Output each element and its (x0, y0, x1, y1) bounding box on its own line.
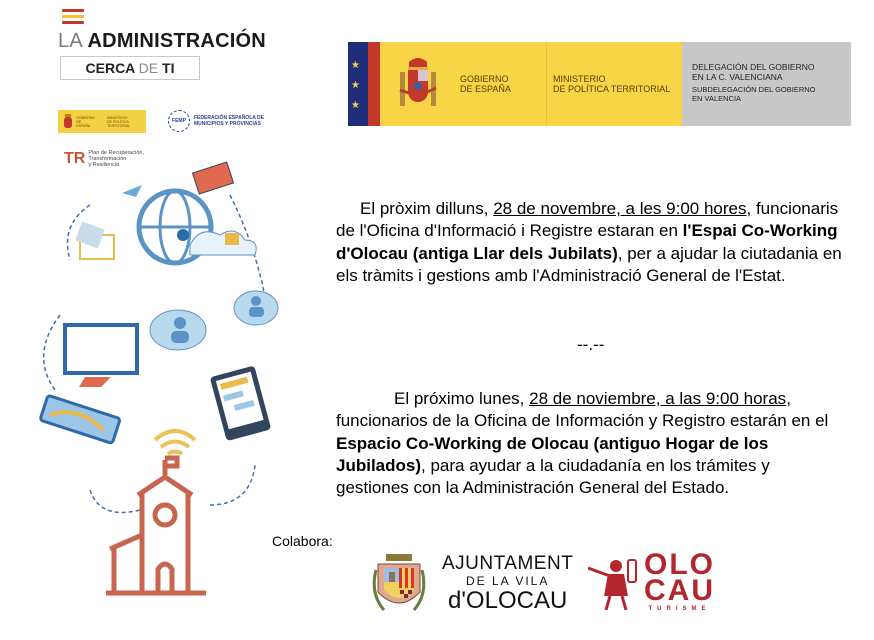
announcement-text: funcionaris de l'Oficina d'Informació i Registre estaran en (336, 199, 839, 241)
stars-icon: ★ ★ ★ (351, 60, 360, 111)
logo-text: GOBIERNO (76, 115, 96, 120)
monitor-icon (65, 325, 137, 387)
logo-text: FEDERACIÓN ESPAÑOLA DE (194, 115, 265, 121)
femp-logo (168, 110, 264, 132)
cloud-icon (190, 231, 256, 255)
announcement-text: El pròxim dilluns, (360, 199, 494, 218)
plan-mark: TR (64, 150, 86, 167)
banner-text: MINISTERIO (553, 74, 606, 84)
logo-text: Transformación (88, 156, 127, 162)
announcement-place: Espacio Co-Working de Olocau (antiguo Hogar de los Jubilados) (336, 433, 769, 475)
digital-admin-illustration (30, 155, 290, 600)
logo-text: DE POLÍTICA TERRITORIAL (107, 119, 131, 128)
announcement-text: El próximo lunes, (394, 389, 530, 408)
tablet-chat-icon (210, 365, 272, 441)
logo-text: Plan de Recuperación, (88, 150, 144, 156)
announcement-spanish (336, 388, 846, 499)
logo-text: d'OLOCAU (448, 587, 568, 614)
wifi-icon (155, 431, 195, 454)
subtitle-part: TI (162, 60, 175, 76)
separator: --.-- (577, 335, 605, 354)
logo-text: DE LA VILA (465, 574, 550, 588)
femp-badge: FEMP (168, 110, 190, 132)
announcement-text: , para ayudar a la ciudadanía en los trámites y gestiones con la Administración General del Estado. (336, 455, 770, 498)
government-banner (348, 42, 851, 126)
banner-text: DE POLÍTICA TERRITORIAL (553, 84, 671, 94)
paper-plane-icon (122, 185, 142, 197)
coat-of-arms-icon (62, 114, 72, 130)
user-cloud-icon (150, 291, 278, 350)
title-bold: ADMINISTRACIÓN (87, 30, 266, 52)
announcement-catalan (336, 198, 846, 287)
announcement-place: l'Espai Co-Working d'Olocau (antiga Llar dels Jubilats) (336, 221, 838, 263)
gobierno-block (380, 42, 682, 126)
lock-icon (225, 233, 239, 245)
logo-text: DE ESPAÑA (76, 119, 91, 128)
announcement-text: , per a ajudar la ciutadania en els tràmits i gestions amb l'Administració General de l'Estat. (336, 243, 842, 285)
delegacion-block (682, 42, 851, 126)
banner-text: EN VALENCIA (692, 94, 742, 103)
announcement-date: 28 de noviembre, a las 9:00 horas (529, 389, 787, 408)
subtitle-part: CERCA (85, 60, 139, 76)
olocau-turisme-logo (588, 548, 715, 614)
campaign-subtitle (60, 56, 200, 80)
subtitle-part: DE (138, 60, 163, 76)
logo-text: MUNICIPIOS Y PROVINCIAS (194, 121, 261, 127)
divider (546, 42, 547, 126)
olocau-crest-icon (370, 550, 428, 618)
announcement-date: 28 de novembre, a les 9:00 hores, (493, 199, 752, 218)
banner-text: GOBIERNO (460, 74, 509, 84)
banner-text: DELEGACIÓN DEL GOBIERNO (692, 62, 815, 72)
spain-flag-icon (62, 9, 84, 24)
eu-stripe (348, 42, 368, 126)
logo-text: OLO (644, 548, 715, 581)
logo-text: TURISME (648, 606, 711, 612)
iberian-figure-icon (588, 554, 638, 612)
logo-text: CAU (644, 574, 715, 607)
envelope-icon (192, 162, 233, 194)
gobierno-small-logo (58, 110, 146, 133)
title-light: LA (58, 30, 88, 52)
ajuntament-olocau-logo (370, 550, 573, 618)
red-stripe (368, 42, 380, 126)
banner-text: SUBDELEGACIÓN DEL GOBIERNO (692, 85, 816, 94)
logo-text: AJUNTAMENT (442, 553, 574, 574)
town-hall-icon (106, 458, 206, 593)
logo-text: y Resiliencia (88, 162, 120, 168)
keyboard-icon (40, 395, 120, 443)
banner-text: EN LA C. VALENCIANA (692, 72, 783, 82)
coat-of-arms-icon (398, 56, 438, 112)
announcement-text: , funcionarios de la Oficina de Información y Registro estarán en el (336, 389, 829, 431)
campaign-title (58, 30, 266, 53)
colabora-label: Colabora: (272, 533, 333, 549)
banner-text: DE ESPAÑA (460, 84, 511, 94)
logo-text: MINISTERIO (107, 115, 128, 120)
